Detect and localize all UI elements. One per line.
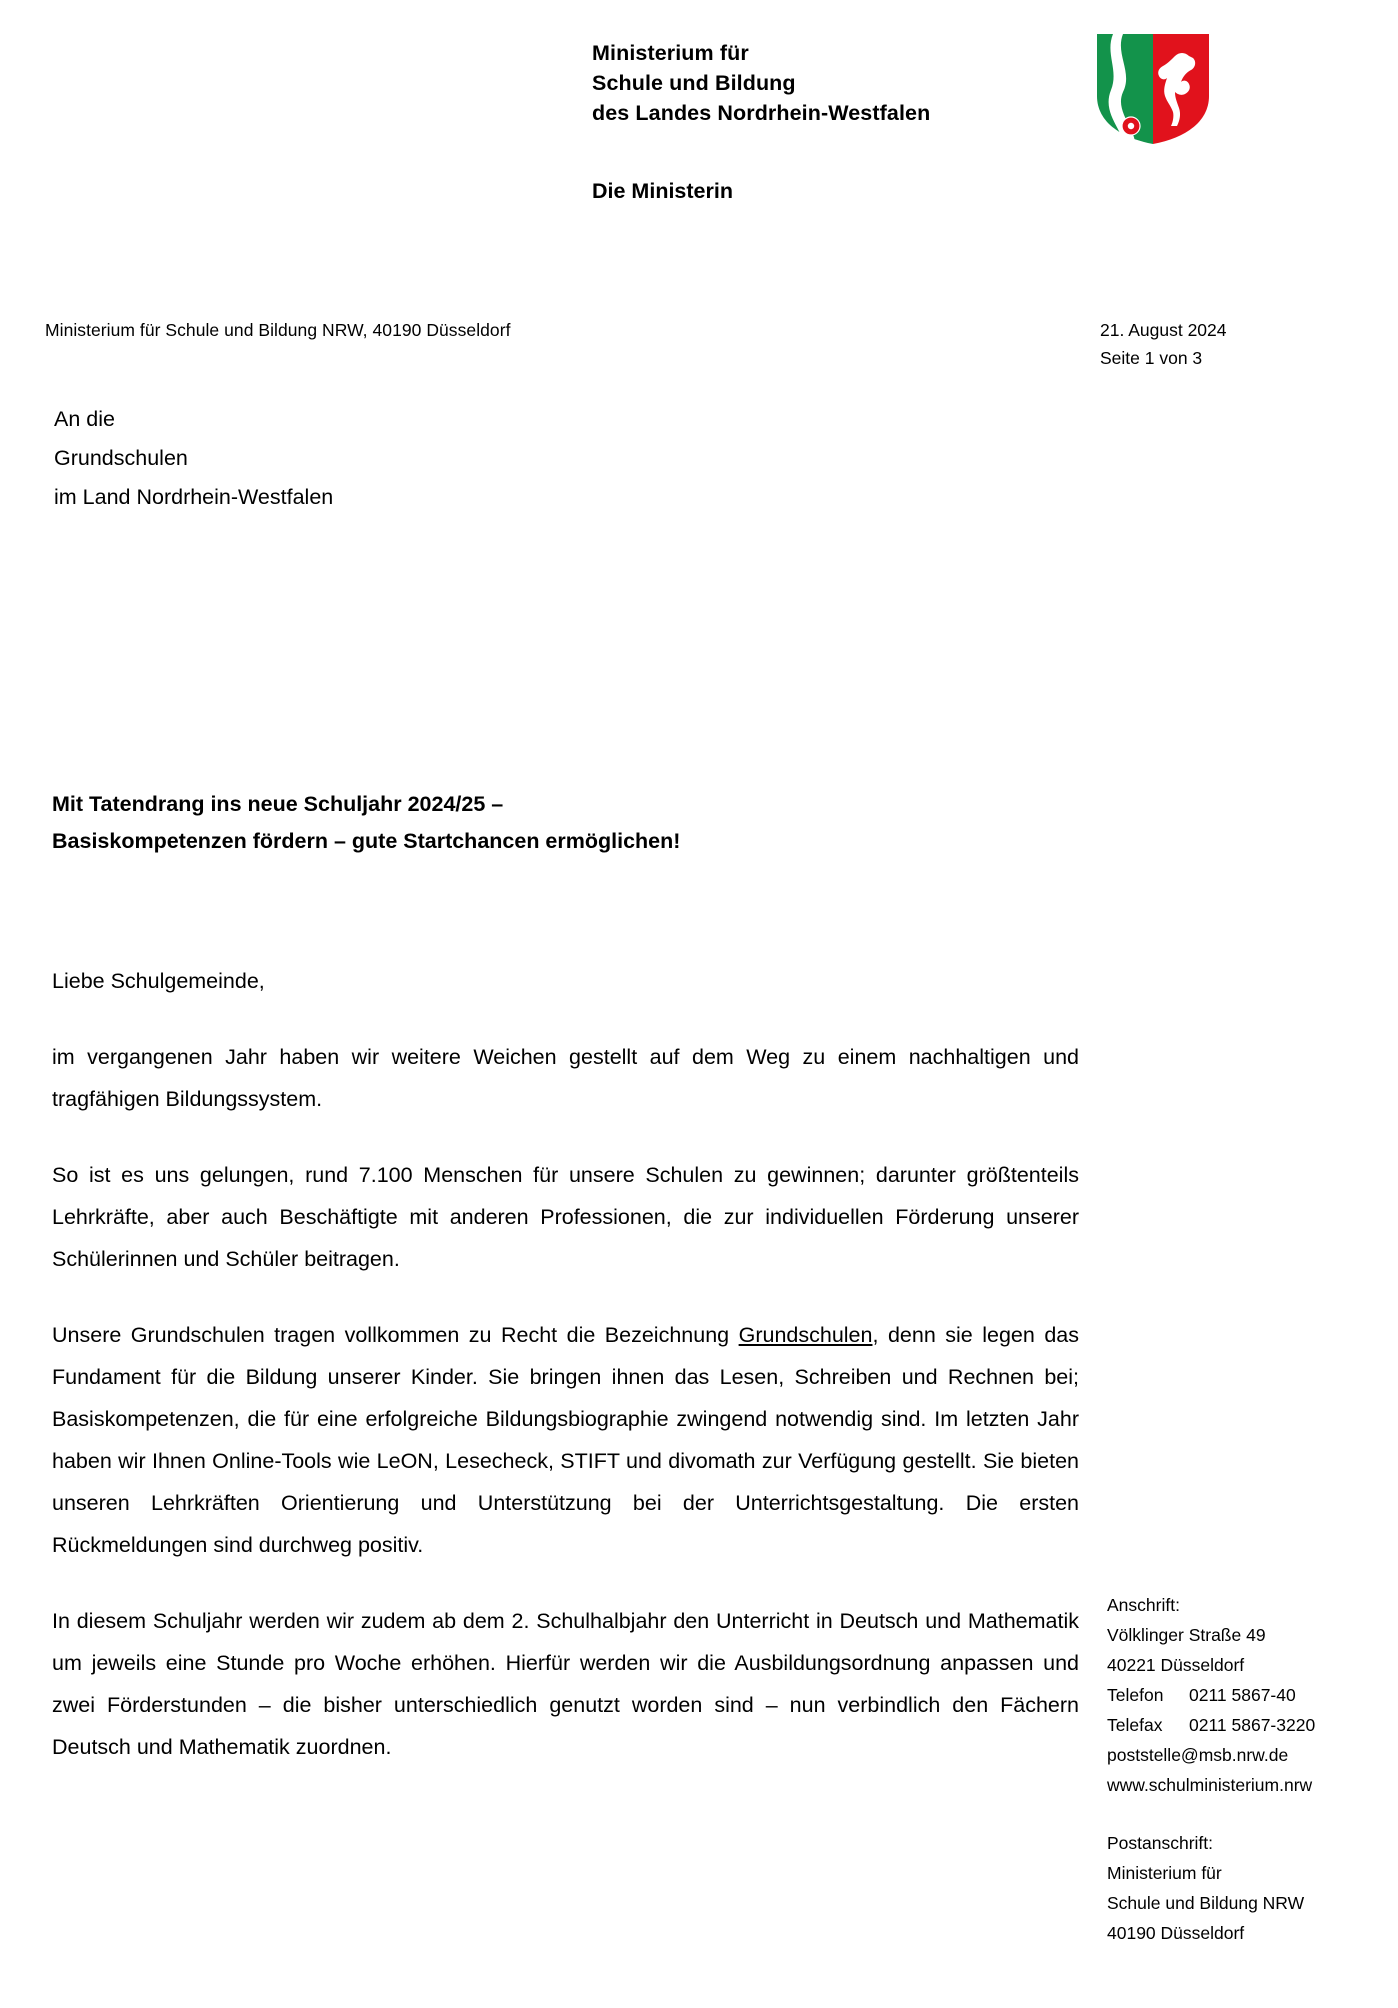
contact-postal-line-1: Ministerium für (1107, 1863, 1222, 1883)
contact-fax-row (1107, 1710, 1367, 1740)
subject-line-2: Basiskompetenzen fördern – gute Startchancen ermöglichen! (52, 829, 681, 853)
ministry-header-line-3: des Landes Nordrhein-Westfalen (592, 101, 931, 125)
address-line-3: im Land Nordrhein-Westfalen (54, 485, 334, 509)
contact-postal-line-3: 40190 Düsseldorf (1107, 1923, 1245, 1943)
contact-street: Völklinger Straße 49 (1107, 1625, 1266, 1645)
paragraph-3-part-a: Unsere Grundschulen tragen vollkommen zu Recht die Bezeichnung (52, 1323, 739, 1347)
contact-postal-line-2: Schule und Bildung NRW (1107, 1893, 1305, 1913)
nrw-coat-of-arms-icon (1093, 30, 1213, 148)
contact-phone-row (1107, 1680, 1367, 1710)
sender-line: Ministerium für Schule und Bildung NRW, 40190 Düsseldorf (45, 320, 511, 340)
contact-fax-value: 0211 5867-3220 (1189, 1715, 1316, 1735)
contact-postal-heading: Postanschrift: (1107, 1833, 1214, 1853)
contact-email[interactable]: poststelle@msb.nrw.de (1107, 1745, 1289, 1765)
address-line-2: Grundschulen (54, 446, 188, 470)
page-indicator: Seite 1 von 3 (1100, 348, 1203, 368)
ministry-header-line-2: Schule und Bildung (592, 71, 796, 95)
contact-sidebar (1107, 1590, 1367, 1976)
contact-postal-group (1107, 1828, 1367, 1948)
ministry-role: Die Ministerin (592, 179, 733, 203)
letter-date: 21. August 2024 (1100, 320, 1227, 340)
date-and-page-block (1100, 316, 1227, 372)
paragraph-2: So ist es uns gelungen, rund 7.100 Menschen für unsere Schulen zu gewinnen; darunter größtenteils Lehrkräfte, aber auch Beschäftigte mit anderen Professionen, die zur individuellen Förderung unserer Schülerinnen und Schüler beitragen. (52, 1163, 1079, 1271)
paragraph-1: im vergangenen Jahr haben wir weitere Weichen gestellt auf dem Weg zu einem nachhaltigen und tragfähigen Bildungssystem. (52, 1045, 1079, 1111)
paragraph-4: In diesem Schuljahr werden wir zudem ab dem 2. Schulhalbjahr den Unterricht in Deutsch und Mathematik um jeweils eine Stunde pro Woche erhöhen. Hierfür werden wir die Ausbildungsordnung anpassen und zwei Förderstunden – die bisher unterschiedlich genutzt worden sind – nun verbindlich den Fächern Deutsch und Mathematik zuordnen. (52, 1609, 1079, 1759)
letter-body (52, 960, 1079, 1802)
contact-address-heading: Anschrift: (1107, 1595, 1180, 1615)
ministry-header-line-1: Ministerium für (592, 41, 749, 65)
contact-website[interactable]: www.schulministerium.nrw (1107, 1775, 1313, 1795)
contact-phone-label: Telefon (1107, 1685, 1164, 1705)
contact-fax-label: Telefax (1107, 1715, 1163, 1735)
subject-heading (52, 786, 1082, 860)
paragraph-3 (52, 1314, 1079, 1566)
address-line-1: An die (54, 407, 115, 431)
subject-line-1: Mit Tatendrang ins neue Schuljahr 2024/25 – (52, 792, 504, 816)
contact-phone-value: 0211 5867-40 (1189, 1685, 1296, 1705)
paragraph-3-part-b: , denn sie legen das Fundament für die Bildung unserer Kinder. Sie bringen ihnen das Lesen, Schreiben und Rechnen bei; Basiskompetenzen, die für eine erfolgreiche Bildungsbiographie zwingend notwendig sind. Im letzten Jahr haben wir Ihnen Online-Tools wie LeON, Lesecheck, STIFT und divomath zur Verfügung gestellt. Sie bieten unseren Lehrkräften Orientierung und Unterstützung bei der Unterrichtsgestaltung. Die ersten Rückmeldungen sind durchweg positiv. (52, 1323, 1079, 1557)
salutation: Liebe Schulgemeinde, (52, 969, 265, 993)
recipient-address (54, 400, 333, 517)
paragraph-3-underlined-term: Grundschulen (738, 1323, 873, 1347)
ministry-header (592, 38, 1112, 128)
contact-city: 40221 Düsseldorf (1107, 1655, 1245, 1675)
contact-address-group (1107, 1590, 1367, 1800)
